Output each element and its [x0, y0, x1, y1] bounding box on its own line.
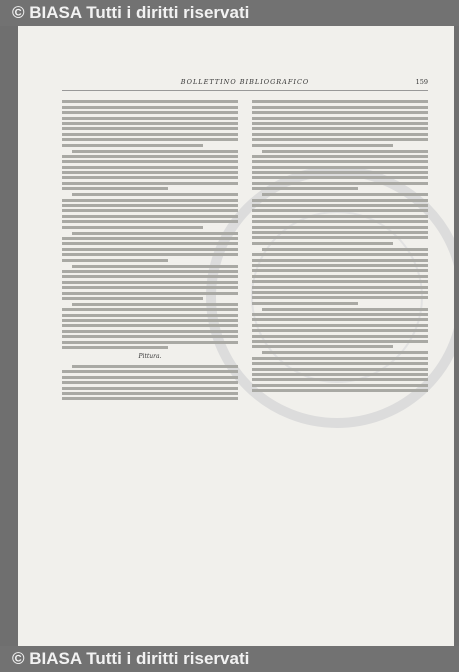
text-line — [72, 265, 238, 268]
text-line — [252, 155, 428, 158]
text-line — [62, 381, 238, 384]
paragraph — [62, 303, 238, 349]
paragraph — [252, 351, 428, 392]
text-line — [62, 220, 238, 223]
text-line — [252, 269, 428, 272]
text-line — [62, 259, 168, 262]
text-line — [62, 242, 238, 245]
text-line — [62, 187, 168, 190]
text-line — [62, 275, 238, 278]
text-line — [252, 242, 393, 245]
paragraph — [252, 150, 428, 191]
text-line — [252, 226, 428, 229]
text-line — [252, 106, 428, 109]
text-line — [62, 297, 203, 300]
text-line — [62, 392, 238, 395]
text-line — [62, 215, 238, 218]
text-line — [62, 346, 168, 349]
paragraph — [62, 232, 238, 262]
text-line — [252, 231, 428, 234]
text-line — [252, 373, 428, 376]
header-rule — [62, 90, 428, 91]
text-line — [62, 226, 203, 229]
text-line — [72, 232, 238, 235]
text-line — [252, 264, 428, 267]
text-line — [262, 193, 428, 196]
text-line — [252, 275, 428, 278]
text-line — [72, 303, 238, 306]
paragraph — [252, 193, 428, 245]
text-line — [62, 100, 238, 103]
text-line — [62, 281, 238, 284]
text-line — [62, 270, 238, 273]
text-line — [252, 117, 428, 120]
text-line — [62, 341, 238, 344]
running-title: BOLLETTINO BIBLIOGRAFICO — [180, 78, 310, 86]
paragraph — [252, 308, 428, 349]
text-line — [252, 144, 393, 147]
text-line — [252, 204, 428, 207]
text-line — [252, 286, 428, 289]
text-line — [252, 318, 428, 321]
watermark-banner-bottom: © BIASA Tutti i diritti riservati — [0, 646, 459, 672]
text-line — [62, 314, 238, 317]
text-line — [252, 335, 428, 338]
text-line — [252, 378, 428, 381]
text-line — [252, 220, 428, 223]
text-line — [62, 370, 238, 373]
text-line — [252, 100, 428, 103]
text-line — [252, 368, 428, 371]
text-line — [252, 215, 428, 218]
text-line — [252, 176, 428, 179]
text-line — [62, 122, 238, 125]
text-line — [62, 155, 238, 158]
text-line — [62, 171, 238, 174]
text-line — [262, 351, 428, 354]
text-line — [62, 182, 238, 185]
text-line — [62, 253, 238, 256]
text-line — [252, 291, 428, 294]
text-line — [62, 144, 203, 147]
scanned-page — [18, 26, 454, 646]
text-line — [252, 182, 428, 185]
text-line — [252, 313, 428, 316]
text-line — [62, 286, 238, 289]
text-line — [252, 171, 428, 174]
text-line — [62, 199, 238, 202]
text-line — [62, 308, 238, 311]
text-line — [62, 176, 238, 179]
text-line — [262, 150, 428, 153]
paragraph — [62, 193, 238, 228]
text-line — [252, 389, 428, 392]
text-line — [62, 292, 238, 295]
text-line — [62, 324, 238, 327]
text-line — [252, 160, 428, 163]
text-line — [252, 362, 428, 365]
text-column-right — [252, 98, 428, 395]
text-line — [62, 237, 238, 240]
text-line — [62, 319, 238, 322]
text-column-left — [62, 98, 238, 403]
text-line — [72, 193, 238, 196]
text-line — [62, 166, 238, 169]
text-line — [252, 302, 358, 305]
text-line — [252, 187, 358, 190]
paragraph — [252, 100, 428, 146]
text-line — [62, 138, 238, 141]
text-line — [62, 397, 238, 400]
text-line — [252, 122, 428, 125]
text-line — [62, 376, 238, 379]
text-line — [252, 324, 428, 327]
text-line — [72, 150, 238, 153]
text-line — [252, 138, 428, 141]
text-line — [252, 111, 428, 114]
paragraph — [62, 150, 238, 191]
text-line — [62, 111, 238, 114]
text-line — [252, 259, 428, 262]
text-line — [62, 248, 238, 251]
text-line — [262, 308, 428, 311]
text-line — [252, 329, 428, 332]
text-line — [62, 106, 238, 109]
text-line — [62, 160, 238, 163]
text-line — [62, 204, 238, 207]
text-line — [252, 296, 428, 299]
text-line — [62, 335, 238, 338]
text-line — [252, 340, 428, 343]
text-line — [252, 345, 393, 348]
text-line — [72, 365, 238, 368]
text-line — [62, 209, 238, 212]
text-line — [62, 127, 238, 130]
text-line — [252, 384, 428, 387]
text-line — [62, 330, 238, 333]
page-header — [62, 78, 428, 88]
text-line — [62, 387, 238, 390]
text-line — [252, 253, 428, 256]
text-line — [252, 209, 428, 212]
paragraph — [252, 248, 428, 305]
paragraph — [62, 365, 238, 400]
text-line — [62, 117, 238, 120]
text-line — [252, 166, 428, 169]
text-line — [252, 357, 428, 360]
paragraph — [62, 100, 238, 146]
text-line — [252, 199, 428, 202]
text-line — [252, 127, 428, 130]
text-line — [252, 236, 428, 239]
text-line — [262, 248, 428, 251]
section-heading: Pittura. — [138, 353, 162, 361]
page-number: 159 — [415, 78, 428, 86]
text-line — [252, 133, 428, 136]
watermark-banner-top: © BIASA Tutti i diritti riservati — [0, 0, 459, 26]
paragraph — [62, 265, 238, 300]
text-line — [252, 280, 428, 283]
text-line — [62, 133, 238, 136]
